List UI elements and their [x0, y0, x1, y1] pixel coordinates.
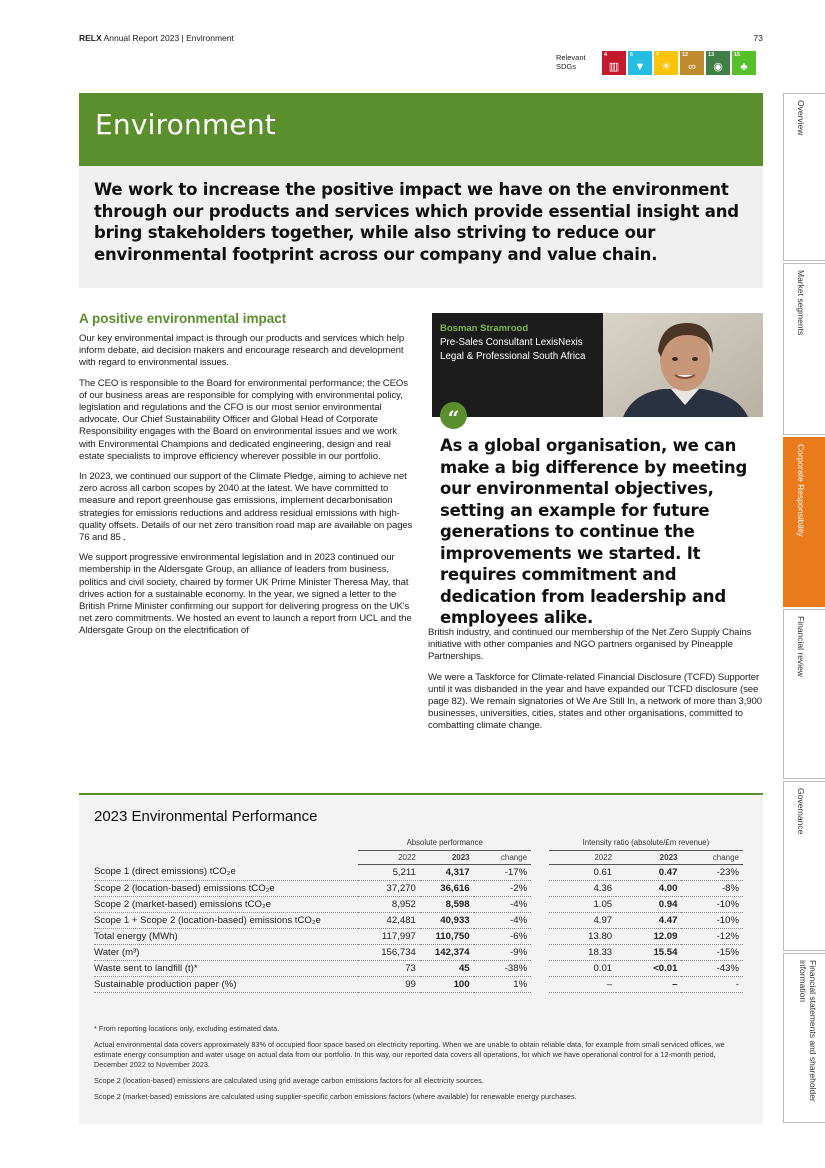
col-abs-2023: 2023 [420, 850, 474, 864]
paragraph: British industry, and continued our membership of the Net Zero Supply Chains initiative with other companies and NGO partners organised by Pineapple Partnerships. [428, 627, 752, 663]
table-row [94, 864, 743, 880]
profile-card [432, 313, 603, 417]
col-int-change: change [681, 850, 743, 864]
abs-2022: 117,997 [358, 928, 420, 944]
int-change: -8% [681, 880, 743, 896]
sidenav-tab-market-segments[interactable] [783, 263, 825, 435]
sdg-number: 13 [708, 52, 715, 58]
paragraph: We support progressive environmental legislation and in 2023 continued our membership in the Aldersgate Group, an alliance of leaders from business, politics and civil society, chaired by former UK Prime Minister Theresa May, that drives action for a sustainable economy. In the year, we signed a letter to the British Prime Minister confirming our support for delivering progress on the UK's net zero commitments. We hosted an event to launch a report from UCL and the Aldersgate Group on the electrification of [79, 552, 412, 637]
section-heading: A positive environmental impact [79, 311, 287, 326]
right-column [428, 627, 765, 741]
abs-2022: 37,270 [358, 880, 420, 896]
footnote: * From reporting locations only, excluding estimated data. [94, 1024, 280, 1033]
paragraph: Our key environmental impact is through our products and services which help inform debate, aid decision makers and encourage research and development with regard to environmental issues. [79, 333, 405, 369]
metric-label: Total energy (MWh) [94, 928, 358, 944]
profile-name: Bosman Stramrood [440, 323, 529, 334]
title-banner [79, 93, 763, 166]
quote-icon: “ [440, 402, 467, 429]
abs-2022: 42,481 [358, 912, 420, 928]
abs-change: -4% [474, 896, 532, 912]
sdg-number: 7 [656, 52, 660, 58]
sidenav-tab-corporate-responsibility[interactable] [783, 437, 825, 607]
abs-2023: 100 [420, 976, 474, 992]
paragraph: The CEO is responsible to the Board for environmental performance; the CEOs of our business areas are responsible for complying with environmental policy, legislation and regulations and the CFO is our most senior environmental advocate. Our Chief Sustainability Officer and Global Head of Corporate Responsibility engages with the Board on environmental issues and we work with Environmental Champions and dedicated engineering, design and real estate specialists to improve efficiency wherever possible in our portfolio. [79, 377, 408, 462]
sdg-number: 6 [630, 52, 634, 58]
table-row [94, 960, 743, 976]
abs-2023: 40,933 [420, 912, 474, 928]
int-2023: 12.09 [616, 928, 681, 944]
table-row [94, 912, 743, 928]
abs-2022: 99 [358, 976, 420, 992]
metric-label: Water (m³) [94, 944, 358, 960]
sidenav-label: Financial statements and shareholder information [798, 960, 818, 1102]
sidenav-label: Governance [796, 788, 806, 835]
profile-role: Pre-Sales Consultant LexisNexis Legal & Professional South Africa [440, 337, 586, 362]
int-change: -15% [681, 944, 743, 960]
affordable-energy-icon [654, 51, 678, 75]
int-2022: 4.97 [549, 912, 616, 928]
life-on-land-icon [732, 51, 756, 75]
sdg-glyph: ▥ [608, 61, 620, 73]
abs-2022: 156,734 [358, 944, 420, 960]
sdg-number: 4 [604, 52, 608, 58]
pull-quote: As a global organisation, we can make a big difference by meeting our environmental objectives, setting an example for future generations to continue the improvements we started. It requires commitment and dedication from leadership and employees alike. [440, 436, 748, 627]
quality-education-icon [602, 51, 626, 75]
brand-name: RELX [79, 33, 102, 43]
intro-box [79, 166, 763, 288]
abs-2023: 110,750 [420, 928, 474, 944]
abs-2023: 36,616 [420, 880, 474, 896]
sidenav-tab-financial-statements[interactable] [783, 953, 825, 1123]
abs-2022: 8,952 [358, 896, 420, 912]
sdg-glyph: ♣ [740, 61, 748, 73]
int-2022: 18.33 [549, 944, 616, 960]
report-title: Annual Report 2023 | Environment [103, 33, 234, 43]
sidenav-tab-governance[interactable] [783, 781, 825, 951]
paragraph: In 2023, we continued our support of the Climate Pledge, aiming to achieve net zero across all carbon scopes by 2040 at the latest. We have committed to measure and report greenhouse gas emissions, implement decarbonisation strategies for emissions reductions and address residual emissions with high-quality offsets. Details of our net zero transition road map are available on pages 76 and 85 . [79, 471, 413, 544]
sdg-glyph: ◉ [713, 61, 723, 73]
portrait-image [603, 313, 763, 417]
sidenav-label: Corporate Responsibility [796, 444, 806, 537]
sdg-glyph: ▼ [634, 61, 646, 73]
abs-2022: 73 [358, 960, 420, 976]
int-change: - [681, 976, 743, 992]
int-2023: – [616, 976, 681, 992]
left-column [79, 311, 414, 646]
int-2022: 13.80 [549, 928, 616, 944]
int-2023: 0.47 [616, 864, 681, 880]
metric-label: Scope 2 (location-based) emissions tCO₂e [94, 880, 358, 896]
int-2023: 15.54 [616, 944, 681, 960]
abs-change: -4% [474, 912, 532, 928]
abs-2022: 5,211 [358, 864, 420, 880]
table-row [94, 944, 743, 960]
paragraph: We were a Taskforce for Climate-related Financial Disclosure (TCFD) Supporter until it was disbanded in the year and have expanded our TCFD disclosure (see page 82). We remain signatories of We Are Still In, a network of more than 3,900 businesses, universities, cities, states and other organisations, committed to combatting climate change. [428, 671, 763, 732]
abs-2023: 4,317 [420, 864, 474, 880]
int-change: -10% [681, 912, 743, 928]
relevant-sdgs [556, 51, 756, 75]
sdg-tiles [600, 51, 756, 75]
table-year-header [94, 850, 743, 864]
abs-2023: 8,598 [420, 896, 474, 912]
footnote: Scope 2 (location-based) emissions are calculated using grid average carbon emissions factors for all electricity sources. [94, 1076, 484, 1085]
int-2022: 0.01 [549, 960, 616, 976]
abs-change: -9% [474, 944, 532, 960]
int-2022: 0.61 [549, 864, 616, 880]
col-abs-change: change [474, 850, 532, 864]
climate-action-icon [706, 51, 730, 75]
sidenav-label: Financial review [796, 616, 806, 677]
sdg-number: 12 [682, 52, 689, 58]
metric-label: Scope 1 + Scope 2 (location-based) emissions tCO₂e [94, 912, 358, 928]
table-row [94, 976, 743, 992]
int-2022: 4.36 [549, 880, 616, 896]
page-number: 73 [753, 33, 763, 43]
int-2023: <0.01 [616, 960, 681, 976]
performance-title: 2023 Environmental Performance [94, 808, 318, 825]
page-header [79, 33, 763, 43]
col-abs-2022: 2022 [358, 850, 420, 864]
sidenav-tab-overview[interactable] [783, 93, 825, 261]
intro-text: We work to increase the positive impact we have on the environment through our products and services which provide essential insight and bring stakeholders together, while also striving to reduce our environmental footprint across our company and value chain. [94, 180, 739, 264]
int-change: -23% [681, 864, 743, 880]
abs-2023: 45 [420, 960, 474, 976]
int-2023: 4.00 [616, 880, 681, 896]
metric-label: Sustainable production paper (%) [94, 976, 358, 992]
int-change: -10% [681, 896, 743, 912]
sdg-glyph: ☀ [661, 61, 671, 73]
int-2022: – [549, 976, 616, 992]
abs-2023: 142,374 [420, 944, 474, 960]
int-change: -12% [681, 928, 743, 944]
abs-change: 1% [474, 976, 532, 992]
performance-panel [79, 793, 763, 1124]
abs-change: -2% [474, 880, 532, 896]
footnote: Actual environmental data covers approximately 83% of occupied floor space based on electricity reporting. When we are unable to obtain reliable data, for example from small serviced offices, we estimate energy consumption and water usage on actual data from our portfolio. In this way, our reported data covers all operations, for which we have operational control for a 12-month period, December 2022 to November 2023. [94, 1040, 725, 1069]
sidenav-label: Market segments [796, 270, 806, 336]
col-int-2023: 2023 [616, 850, 681, 864]
metric-label: Waste sent to landfill (t)* [94, 960, 358, 976]
performance-table [94, 835, 743, 993]
abs-change: -38% [474, 960, 532, 976]
group-intensity: Intensity ratio (absolute/£m revenue) [549, 835, 743, 850]
abs-change: -6% [474, 928, 532, 944]
col-int-2022: 2022 [549, 850, 616, 864]
responsible-consumption-icon [680, 51, 704, 75]
clean-water-icon [628, 51, 652, 75]
int-change: -43% [681, 960, 743, 976]
metric-label: Scope 2 (market-based) emissions tCO₂e [94, 896, 358, 912]
sidenav-label: Overview [796, 100, 806, 136]
table-group-header [94, 835, 743, 850]
sidenav-tab-financial-review[interactable] [783, 609, 825, 779]
table-row [94, 896, 743, 912]
footnote: Scope 2 (market-based) emissions are calculated using supplier-specific carbon emissions factors (where available) for renewable energy purchases. [94, 1092, 577, 1101]
page-title: Environment [95, 108, 276, 141]
sdg-glyph: ∞ [688, 61, 696, 73]
int-2022: 1.05 [549, 896, 616, 912]
int-2023: 4.47 [616, 912, 681, 928]
abs-change: -17% [474, 864, 532, 880]
group-absolute: Absolute performance [358, 835, 531, 850]
footnotes [94, 1024, 749, 1108]
int-2023: 0.94 [616, 896, 681, 912]
sdg-number: 15 [734, 52, 741, 58]
table-row [94, 880, 743, 896]
profile-photo [603, 313, 763, 417]
sdg-label: Relevant SDGs [556, 53, 586, 71]
table-row [94, 928, 743, 944]
metric-label: Scope 1 (direct emissions) tCO₂e [94, 864, 358, 880]
